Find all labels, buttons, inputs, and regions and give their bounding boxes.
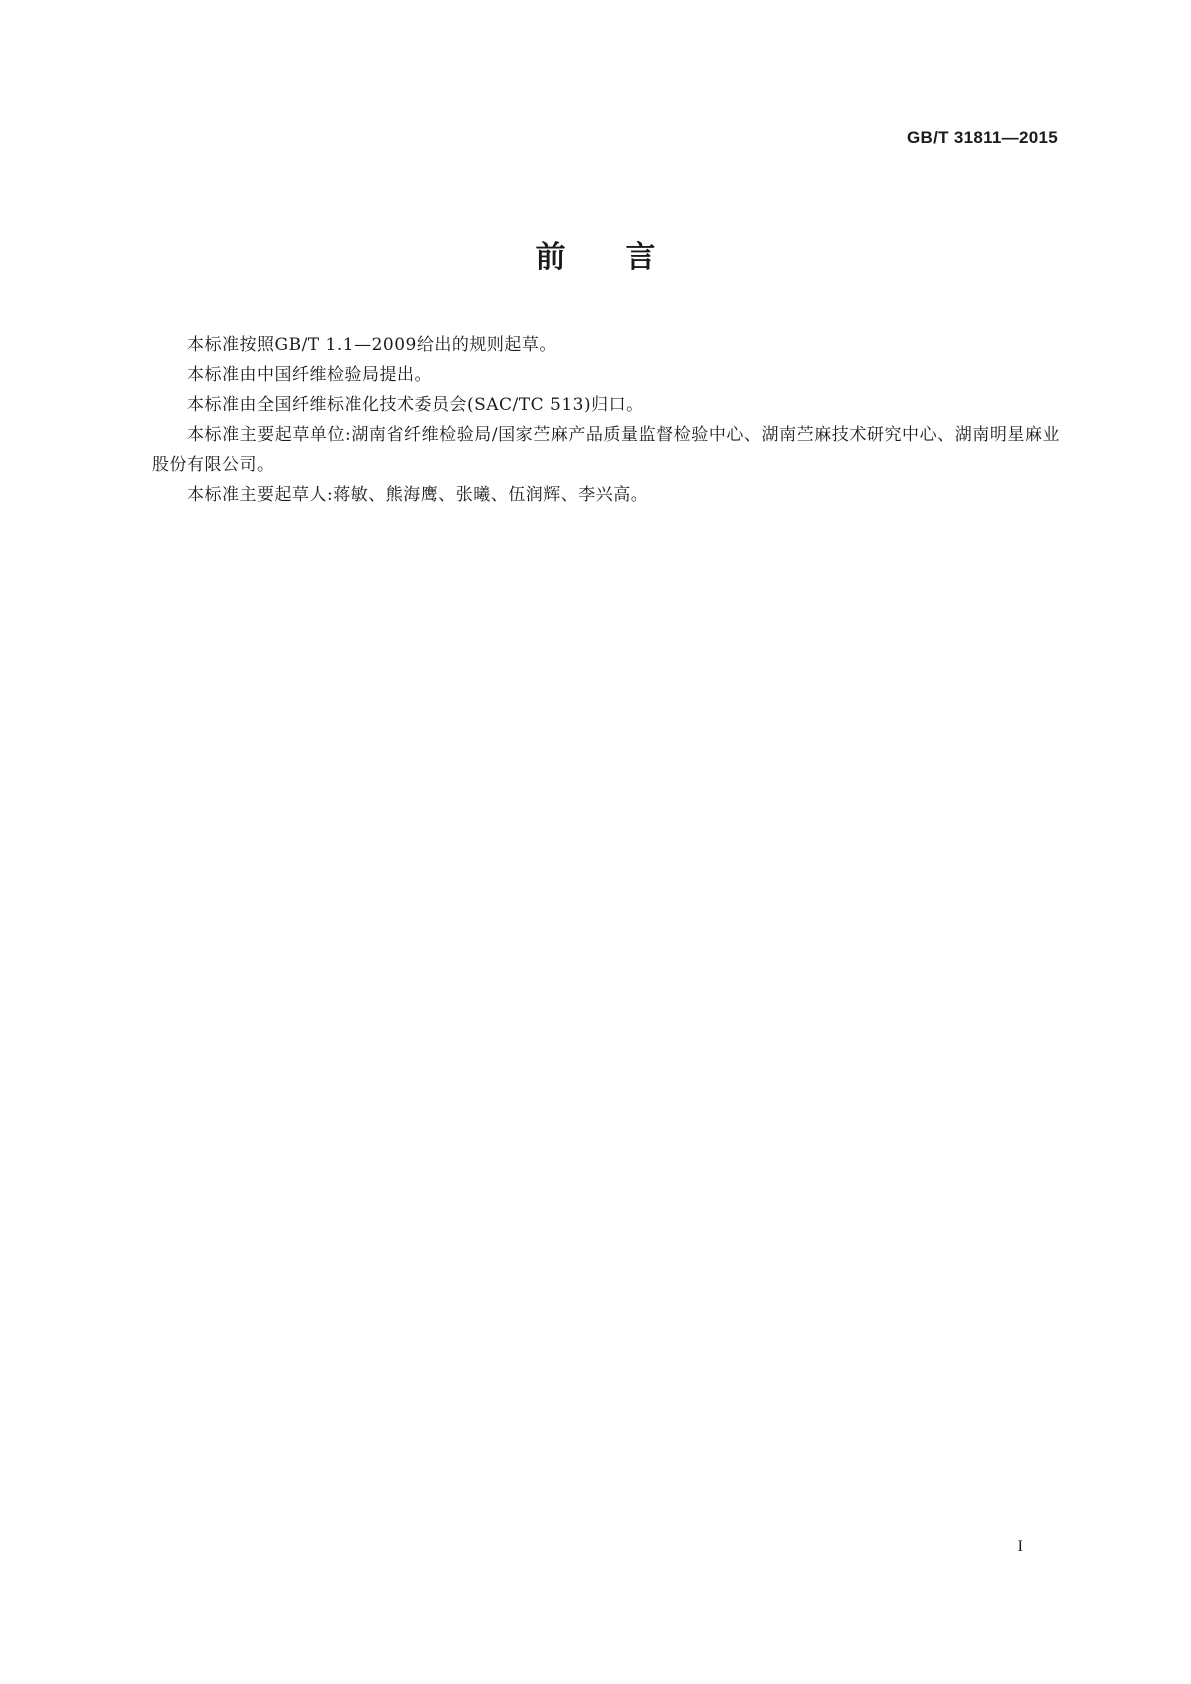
paragraph-committee: 本标准由全国纤维标准化技术委员会(SAC/TC 513)归口。 xyxy=(187,395,644,415)
title-part-1: 前 xyxy=(535,240,566,275)
standard-code: GB/T 31811—2015 xyxy=(907,128,1058,147)
paragraph-drafting-rules: 本标准按照GB/T 1.1—2009给出的规则起草。 xyxy=(187,335,557,355)
page-number: I xyxy=(1017,1538,1023,1555)
foreword-body xyxy=(152,330,1060,510)
paragraph-drafters: 本标准主要起草人:蒋敏、熊海鹰、张曦、伍润辉、李兴高。 xyxy=(187,485,649,505)
title-part-2: 言 xyxy=(625,240,656,275)
page-title xyxy=(0,232,1191,276)
paragraph-drafting-units: 本标准主要起草单位:湖南省纤维检验局/国家苎麻产品质量监督检验中心、湖南苎麻技术研究中心、湖南明星麻业股份有限公司。 xyxy=(152,425,1060,475)
paragraph-proposer: 本标准由中国纤维检验局提出。 xyxy=(187,365,432,385)
